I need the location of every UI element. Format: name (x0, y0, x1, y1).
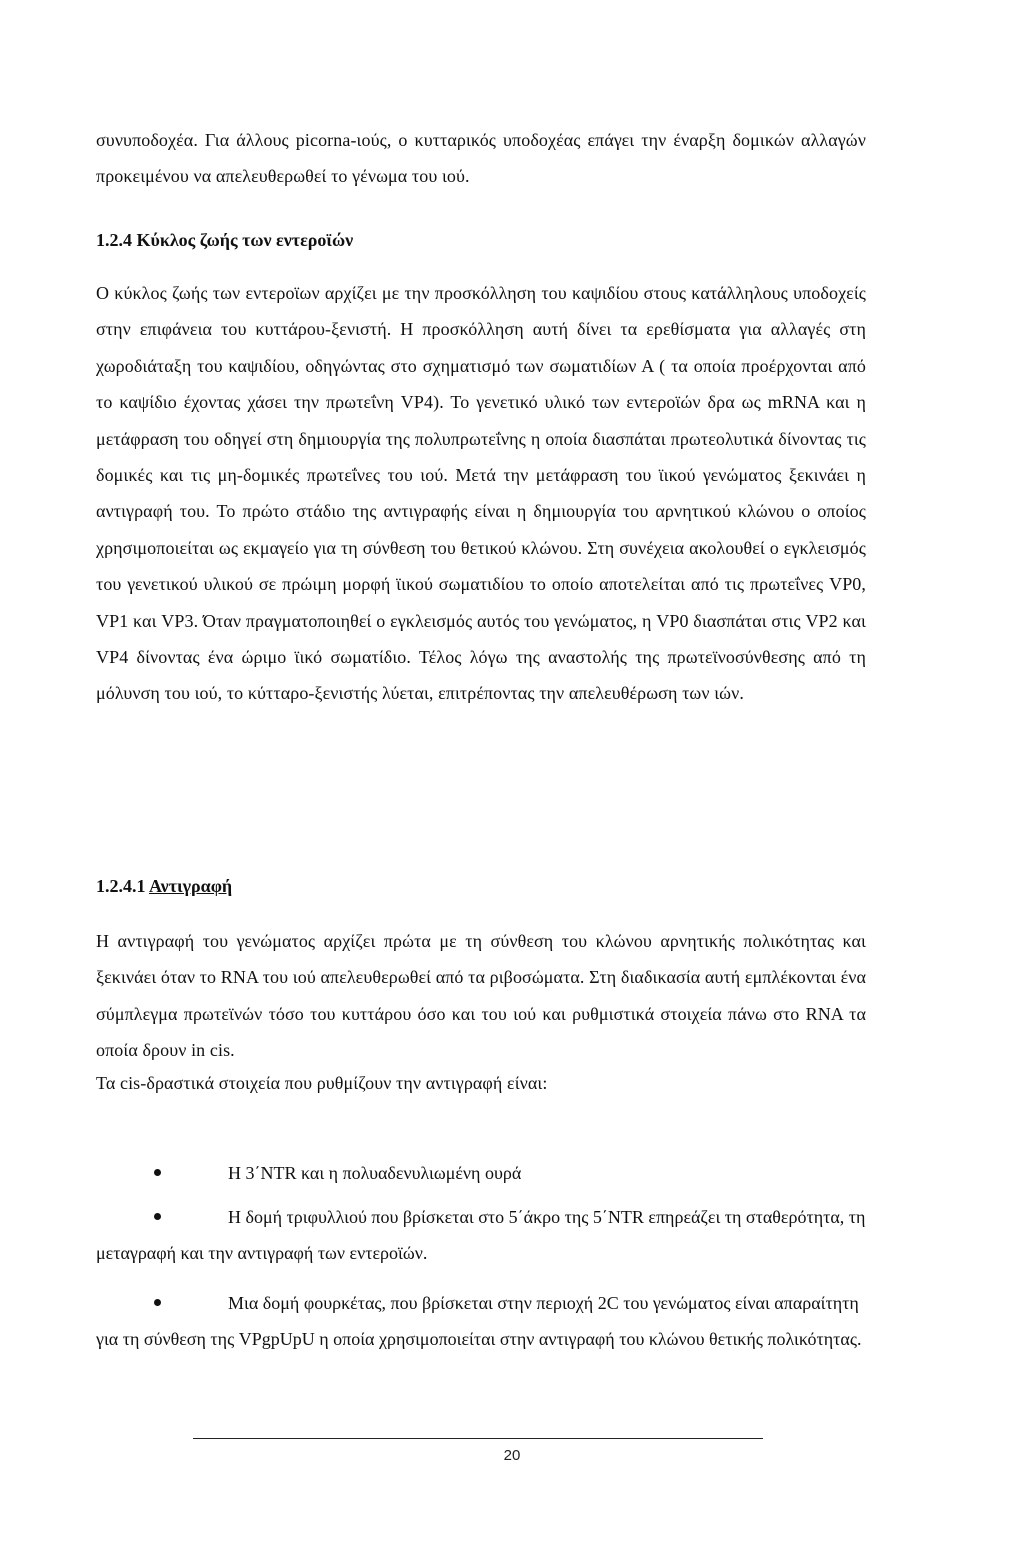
paragraph-text: Ο κύκλος ζωής των εντεροϊων αρχίζει με την προσκόλληση του καψιδίου στους κατάλληλους υποδοχείς στην επιφάνεια του κυττάρου-ξενιστή. Η προσκόλληση αυτή δίνει τα ερεθίσματα για αλλαγές στη χωροδιάταξη του καψιδίου, οδηγώντας στο σχηματισμό των σωματιδίων Α ( τα οποία προέρχονται από το καψίδιο έχοντας χάσει την πρωτεΐνη VP4). Το γενετικό υλικό των εντεροϊών δρα ως mRNA και η μετάφραση του οδηγεί στη δημιουργία της πολυπρωτεΐνης η οποία διασπάται πρωτεολυτικά δίνοντας τις δομικές και τις μη-δομικές πρωτεΐνες του ιού. Μετά την μετάφραση του ϊικού γενώματος ξεκινάει η αντιγραφή του. Το πρώτο στάδιο της αντιγραφής είναι η δημιουργία του αρνητικού κλώνου ο οποίος χρησιμοποιείται ως εκμαγείο για τη σύνθεση του θετικού κλώνου. Στη συνέχεια ακολουθεί ο εγκλεισμός του γενετικού υλικού σε πρώιμη μορφή ϊικού σωματιδίου το οποίο αποτελείται από τις πρωτεΐνες VP0, VP1 και VP3. Όταν πραγματοποιηθεί ο εγκλεισμός αυτός του γενώματος, η VP0 διασπάται στις VP2 και VP4 δίνοντας ένα ώριμο ϊικό σωματίδιο. Τέλος λόγω της αναστολής της πρωτεϊνοσύνθεσης από τη μόλυνση του ιού, το κύτταρο-ξενιστής λύεται, επιτρέποντας την απελευθέρωση των ιών. (96, 283, 866, 704)
list-item (96, 1155, 866, 1191)
section-heading-replication (96, 868, 232, 904)
paragraph-text: Η αντιγραφή του γενώματος αρχίζει πρώτα με τη σύνθεση του κλώνου αρνητικής πολικότητας και ξεκινάει όταν το RNA του ιού απελευθερωθεί από τα ριβοσώματα. Στη διαδικασία αυτή εμπλέκονται ένα σύμπλεγμα πρωτεϊνών τόσο του κυττάρου όσο και του ιού και ρυθμιστικά στοιχεία πάνω στο RNA τα οποία δρουν in cis. (96, 931, 866, 1061)
paragraph-replication (96, 923, 866, 1069)
page-number: 20 (503, 1447, 521, 1464)
list-item (96, 1199, 866, 1272)
section-heading-life-cycle (96, 222, 353, 258)
paragraph-continued (96, 122, 866, 195)
paragraph-text: Τα cis-δραστικά στοιχεία που ρυθμίζουν την αντιγραφή είναι: (96, 1073, 548, 1093)
footer-divider (193, 1438, 763, 1439)
section-number: 1.2.4.1 (96, 876, 146, 896)
paragraph-text: συνυποδοχέα. Για άλλους picorna-ιούς, ο κυτταρικός υποδοχέας επάγει την έναρξη δομικών αλλαγών προκειμένου να απελευθερωθεί το γένωμα του ιού. (96, 130, 866, 187)
section-title: Αντιγραφή (149, 876, 233, 896)
section-number: 1.2.4 (96, 230, 132, 250)
list-item-text: Η δομή τριφυλλιού που βρίσκεται στο 5΄άκρο της 5΄NTR επηρεάζει τη σταθερότητα, τη μεταγραφή και την αντιγραφή των εντεροϊών. (96, 1207, 866, 1264)
bullet-icon (154, 1169, 161, 1176)
section-title: Κύκλος ζωής των εντεροϊών (136, 230, 354, 250)
list-item-text: Μια δομή φουρκέτας, που βρίσκεται στην περιοχή 2C του γενώματος είναι απαραίτητη για τη σύνθεση της VPgpUpU η οποία χρησιμοποιείται στην αντιγραφή του κλώνου θετικής πολικότητας. (96, 1293, 862, 1350)
bullet-icon (154, 1213, 161, 1220)
bullet-icon (154, 1299, 161, 1306)
paragraph-cis-elements (96, 1065, 866, 1101)
paragraph-life-cycle (96, 275, 866, 712)
list-item-text: Η 3΄NTR και η πολυαδενυλιωμένη ουρά (228, 1163, 522, 1183)
list-item (96, 1285, 866, 1358)
